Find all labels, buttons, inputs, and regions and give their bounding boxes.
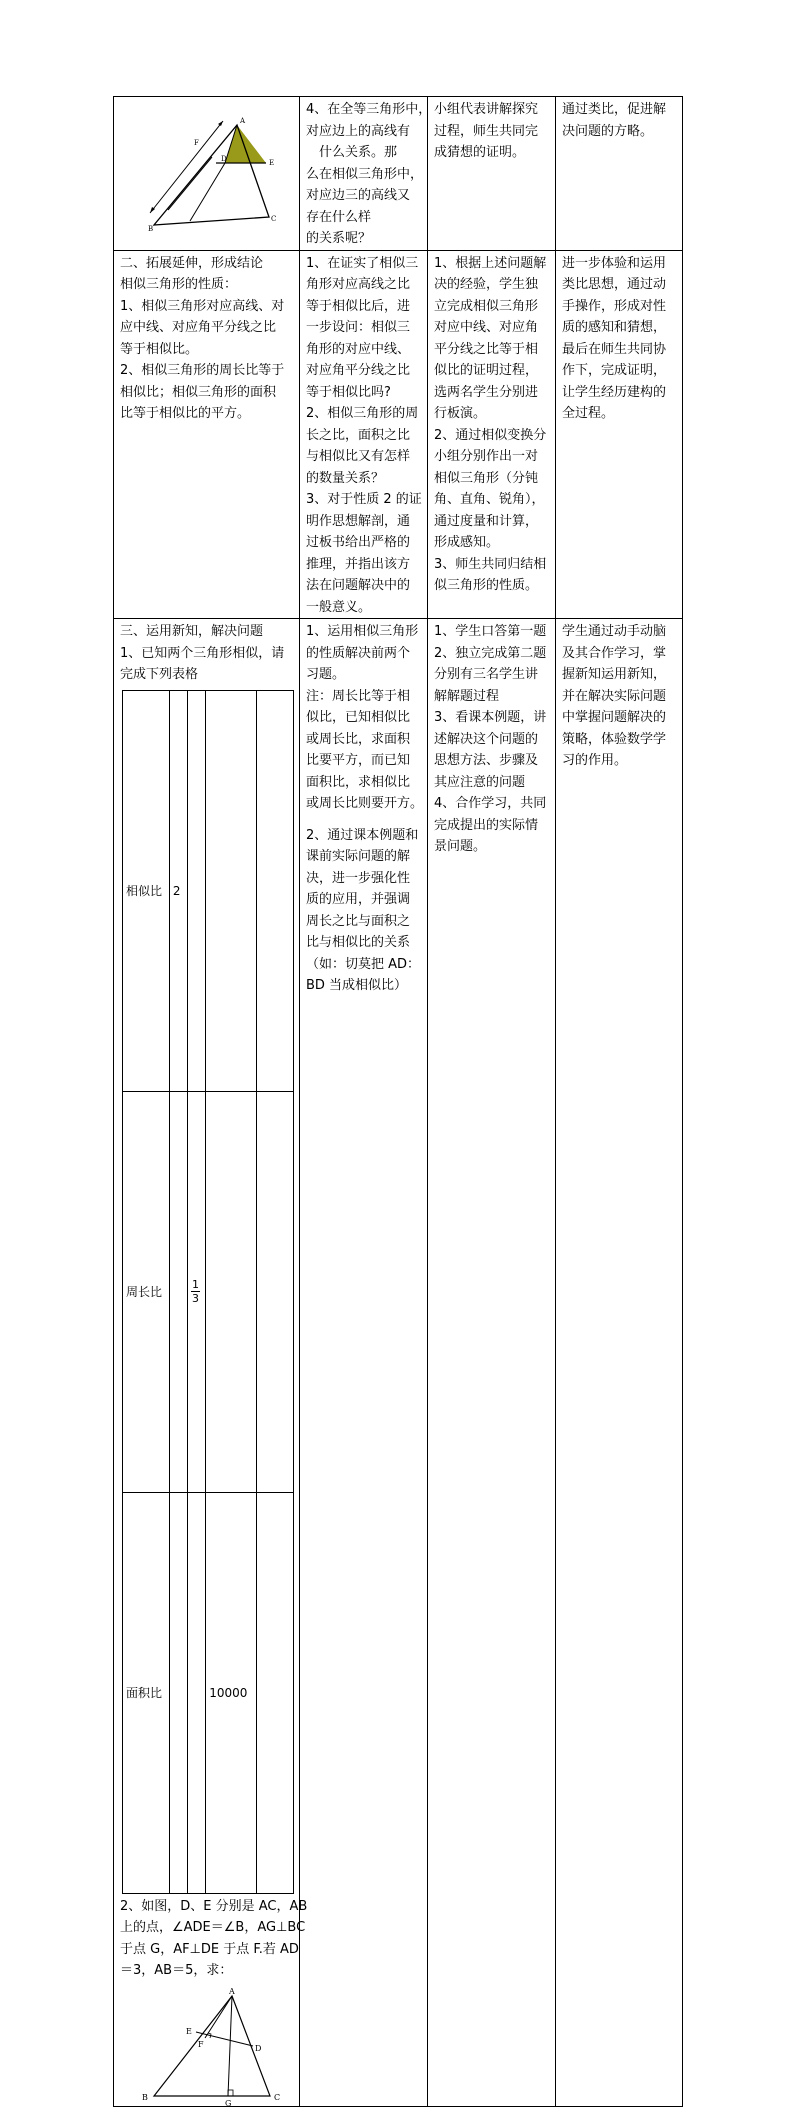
label-a: A <box>229 1986 235 1996</box>
student-activity-2: 1、根据上述问题解 决的经验，学生独 立完成相似三角形 对应中线、对应角 平分线之比等于相 似比的证明过程， 选两名学生分别进 行板演。 2、通过相似变换分 小组分别作出一对 相似三角形（分钝 角、直角、锐角）， 通过度量和计算， 形成感知。 3、师生共同归结相 似三角形的性质。 <box>428 250 556 619</box>
design-intent-1: 通过类比，促进解 决问题的方略。 <box>556 97 683 251</box>
label-d: D <box>221 155 227 163</box>
label-b: B <box>148 225 154 233</box>
triangle-abc-figure <box>128 1986 298 2106</box>
table-row <box>114 250 683 619</box>
student-activity-1: 小组代表讲解探究 过程，师生共同完 成猜想的证明。 <box>428 97 556 251</box>
design-intent-3: 学生通过动手动脑 及其合作学习，掌 握新知运用新知， 并在解决实际问题 中掌握问题解决的 策略，体验数学学 习的作用。 <box>556 619 683 2107</box>
label-f: F <box>194 139 199 147</box>
label-e: E <box>269 159 275 167</box>
label-d: D <box>255 2043 262 2053</box>
table-row <box>114 97 683 251</box>
table-row <box>114 619 683 2107</box>
fraction-one-third: $\frac{1}{3}$ <box>191 1278 199 1305</box>
teacher-activity-3: 1、运用相似三角形 的性质解决前两个 习题。 注：周长比等于相 似比，已知相似比 或周长比，求面积 比要平方，而已知 面积比，求相似比 或周长比则要开方。 2、通过课本例题和 课前实际问题的解 决，进一步强化性 质的应用，并强调 周长之比与面积之 比与相似比的关系 （如：切莫把 AD： BD 当成相似比） <box>300 619 428 2107</box>
similar-triangles-figure <box>138 113 298 233</box>
label-c: C <box>271 215 277 223</box>
label-f: F <box>198 2039 204 2049</box>
design-intent-2: 进一步体验和运用 类比思想，通过动 手操作，形成对性 质的感知和猜想， 最后在师生共同协 作下，完成证明， 让学生经历建构的 全过程。 <box>556 250 683 619</box>
figure-cell <box>114 97 300 251</box>
content-2: 二、拓展延伸，形成结论 相似三角形的性质： 1、相似三角形对应高线、对 应中线、对应角平分线之比 等于相似比。 2、相似三角形的周长比等于 相似比；相似三角形的面积 比等于相似比的平方。 <box>114 250 300 619</box>
label-b: B <box>142 2092 148 2102</box>
student-activity-3: 1、学生口答第一题 2、独立完成第二题 分别有三名学生讲 解解题过程 3、看课本例题，讲 述解决这个问题的 思想方法、步骤及 其应注意的问题 4、合作学习，共同 完成提出的实际情 景问题。 <box>428 619 556 2107</box>
ratio-table: 相似比 2 周长比 $\frac{1}{3}$ 面积比 10000 <box>122 690 294 1894</box>
label-c: C <box>274 2092 281 2102</box>
label-a: A <box>240 117 246 125</box>
content-3: 三、运用新知，解决问题 1、已知两个三角形相似，请 完成下列表格 相似比 2 周长比 $\frac{1}{3}$ 面积比 10000 2、如图，D、E 分别是 AC，AB 上的点，∠ADE＝∠B，AG⊥BC 于点 G，AF⊥DE 于点 F.若 AD ＝3，AB＝5，求： A E F D B C G <box>114 619 300 2107</box>
label-e: E <box>186 2026 192 2036</box>
label-g: G <box>225 2098 232 2106</box>
lesson-plan-table <box>113 96 683 2107</box>
teacher-activity-2: 1、在证实了相似三 角形对应高线之比 等于相似比后，进 一步设问：相似三 角形的对应中线、 对应角平分线之比 等于相似比吗? 2、相似三角形的周 长之比，面积之比 与相似比又有怎样 的数量关系？ 3、对于性质 2 的证 明作思想解剖，通 过板书给出严格的 推理，并指出该方 法在问题解决中的 一般意义。 <box>300 250 428 619</box>
teacher-activity-1: 4、在全等三角形中， 对应边上的高线有 什么关系。那 么在相似三角形中， 对应边三的高线又 存在什么样 的关系呢？ <box>300 97 428 251</box>
